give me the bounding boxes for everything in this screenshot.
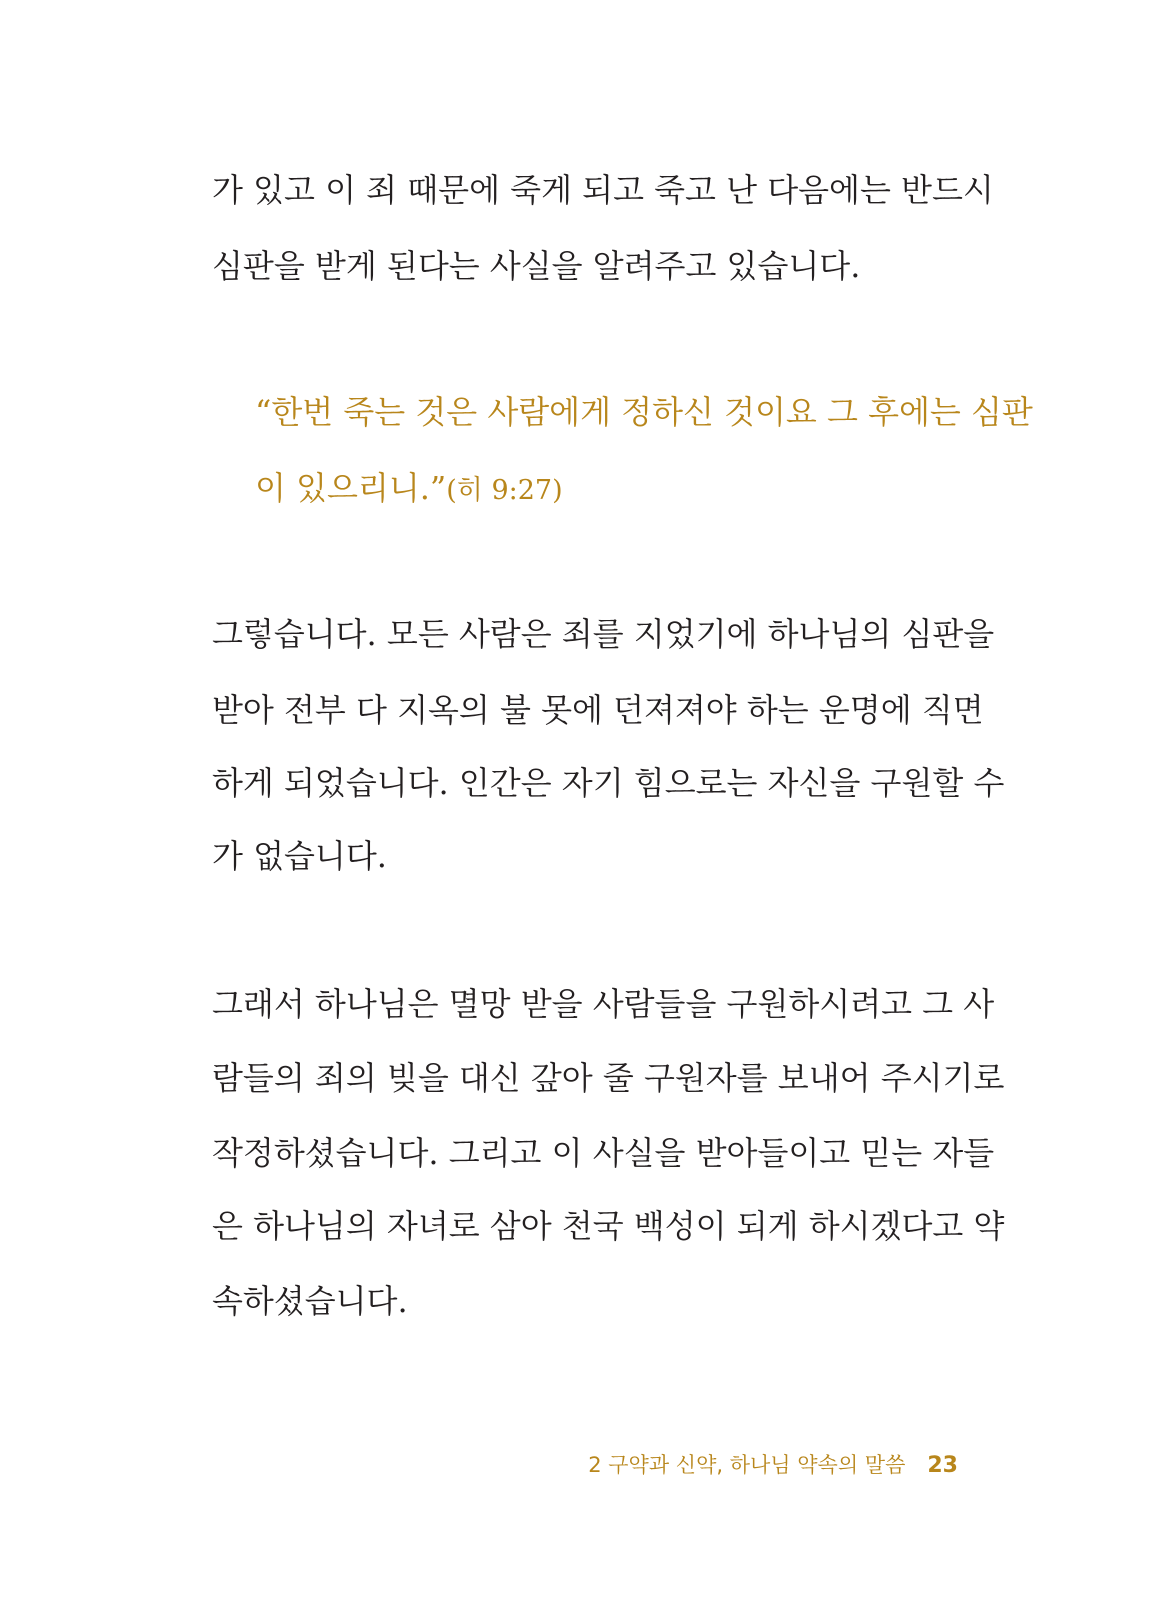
chapter-title: 2 구약과 신약, 하나님 약속의 말씀 <box>588 1453 906 1477</box>
paragraph-line: 작정하셨습니다. 그리고 이 사실을 받아들이고 믿는 자들 <box>212 1134 995 1172</box>
quote-line <box>255 468 958 511</box>
page-footer <box>588 1450 958 1481</box>
paragraph-line: 람들의 죄의 빚을 대신 갚아 줄 구원자를 보내어 주시기로 <box>212 1059 1005 1097</box>
quote-line: “한번 죽는 것은 사람에게 정하신 것이요 그 후에는 심판 <box>255 393 1033 431</box>
paragraph-line: 은 하나님의 자녀로 삼아 천국 백성이 되게 하시겠다고 약 <box>212 1207 1005 1245</box>
paragraph-line: 그래서 하나님은 멸망 받을 사람들을 구원하시려고 그 사 <box>212 985 995 1023</box>
paragraph-line: 하게 되었습니다. 인간은 자기 힘으로는 자신을 구원할 수 <box>212 764 1005 802</box>
paragraph-line: 가 있고 이 죄 때문에 죽게 되고 죽고 난 다음에는 반드시 <box>212 171 994 209</box>
page-number: 23 <box>927 1453 958 1478</box>
paragraph-line: 그렇습니다. 모든 사람은 죄를 지었기에 하나님의 심판을 <box>212 615 995 653</box>
paragraph-line: 심판을 받게 된다는 사실을 알려주고 있습니다. <box>212 247 861 285</box>
quote-text: 이 있으리니.” <box>255 469 447 507</box>
paragraph-line: 가 없습니다. <box>212 837 387 875</box>
paragraph-line: 받아 전부 다 지옥의 불 못에 던져져야 하는 운명에 직면 <box>212 691 984 729</box>
paragraph-line: 속하셨습니다. <box>212 1282 408 1320</box>
scripture-reference: (히 9:27) <box>446 475 563 506</box>
